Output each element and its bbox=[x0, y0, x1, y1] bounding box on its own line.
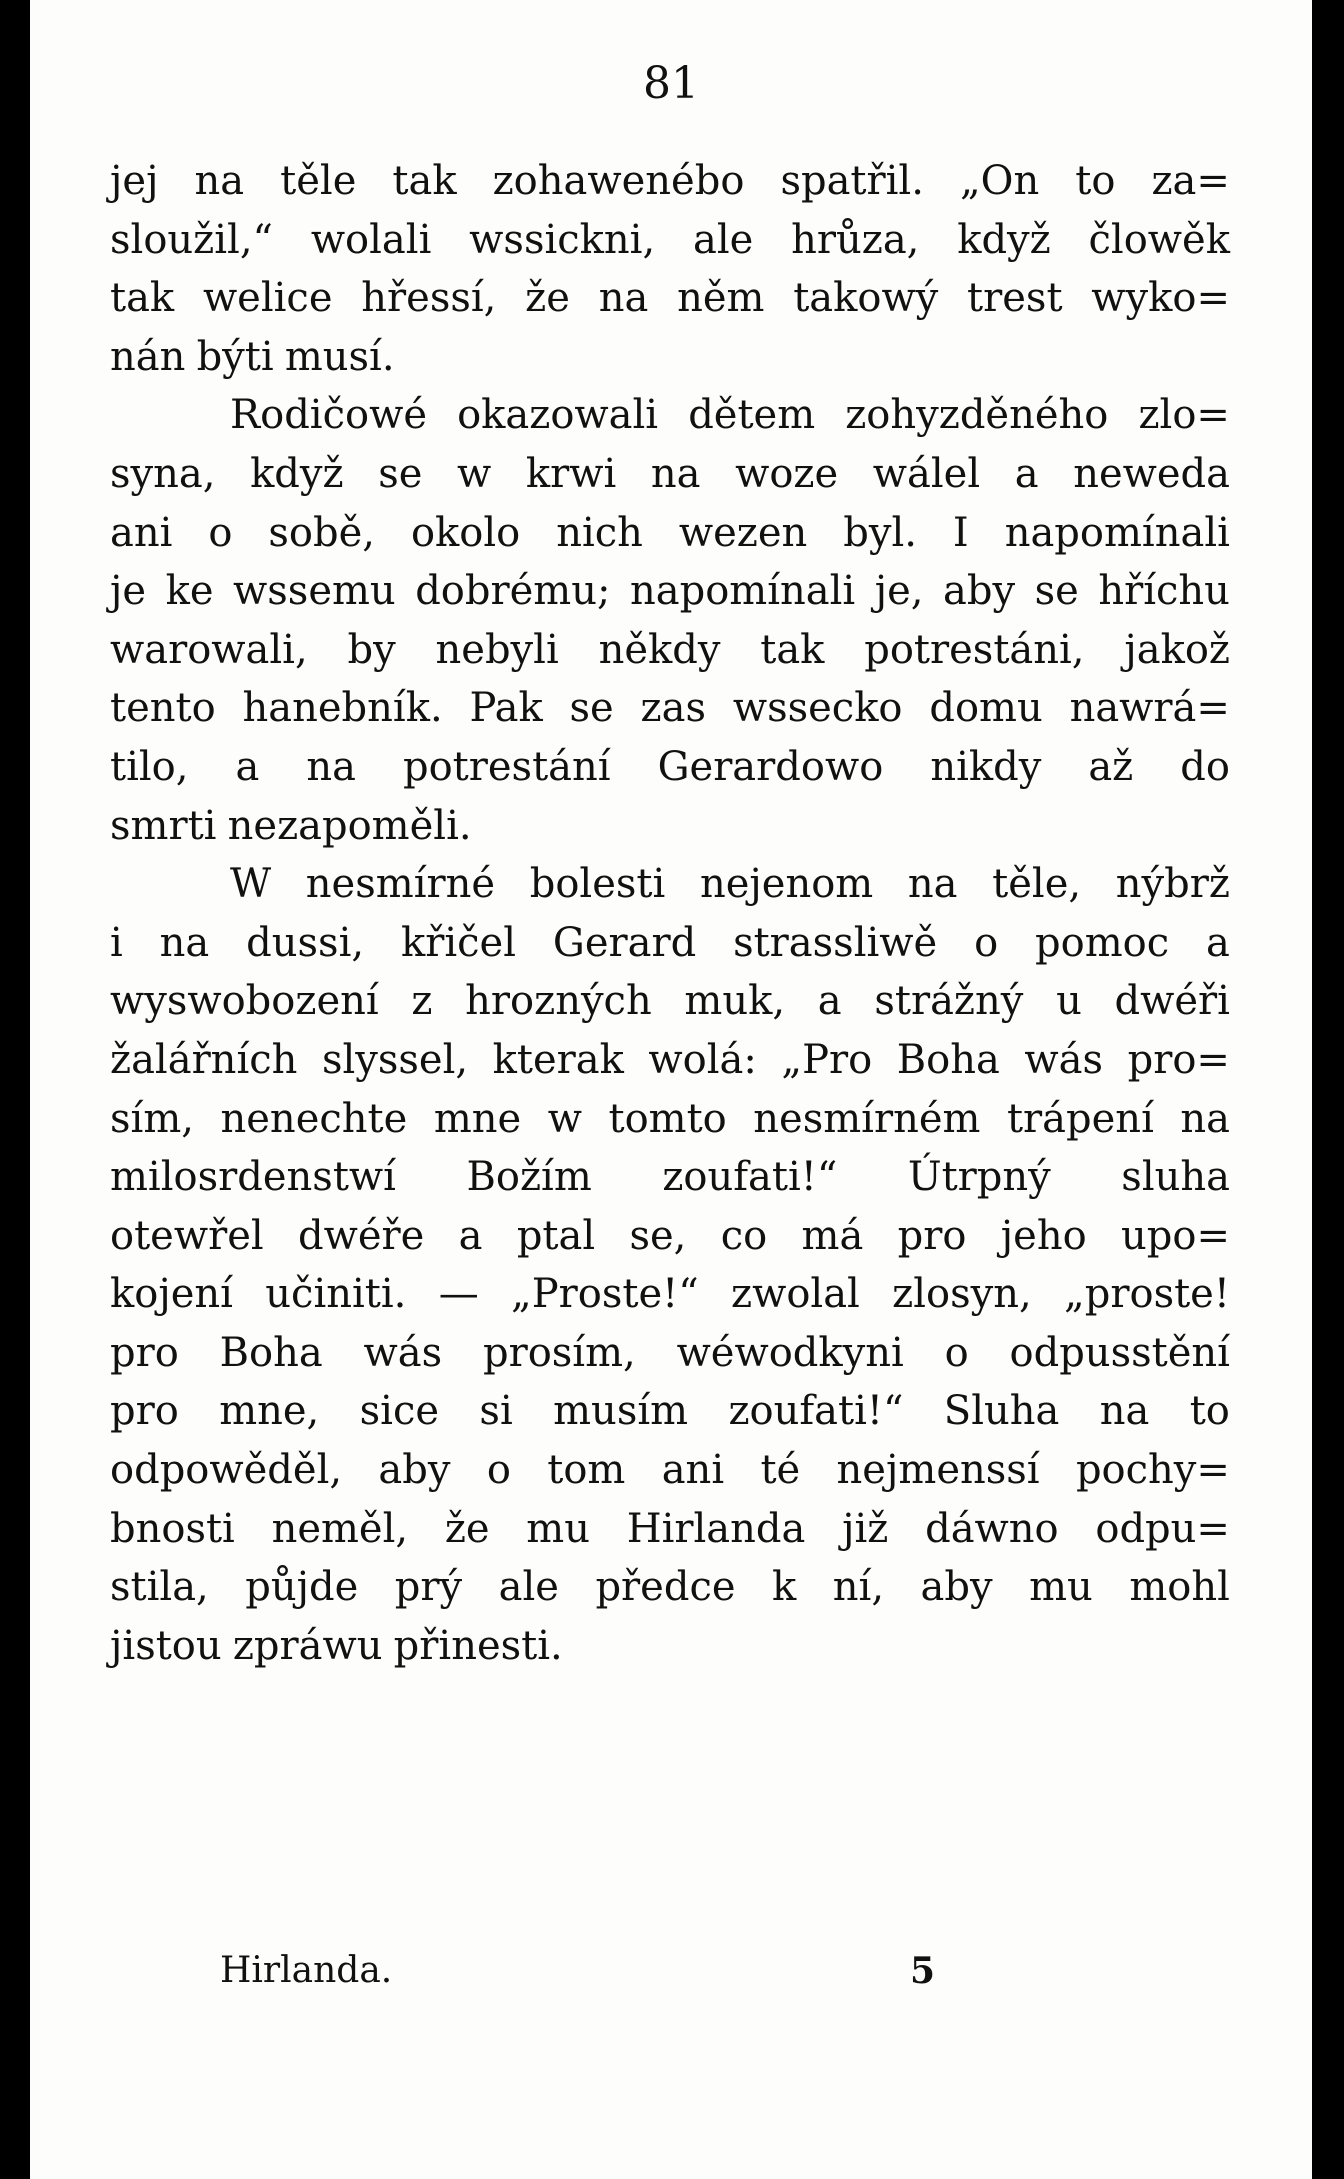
text-line bbox=[110, 1324, 1230, 1383]
word: zohawenébo bbox=[492, 158, 745, 204]
word: Pak bbox=[469, 685, 543, 732]
word: má bbox=[801, 1212, 864, 1259]
word: Hirlanda bbox=[626, 1505, 806, 1552]
word: nenechte bbox=[220, 1095, 408, 1142]
word: woze bbox=[735, 450, 839, 497]
word: tom bbox=[547, 1447, 626, 1494]
word: zoufati!“ bbox=[662, 1154, 838, 1201]
text-line bbox=[110, 1207, 1230, 1266]
word: tak bbox=[760, 626, 825, 673]
word: zpráwu bbox=[232, 1622, 383, 1669]
word: je bbox=[110, 568, 147, 615]
word: Sluha bbox=[943, 1388, 1060, 1435]
word: nezapoměli. bbox=[227, 802, 472, 849]
word: wssickni, bbox=[469, 216, 656, 263]
word: k bbox=[772, 1564, 797, 1611]
word: sice bbox=[359, 1388, 440, 1435]
word: jistou bbox=[110, 1622, 222, 1669]
word: Božím bbox=[466, 1154, 592, 1201]
word: slyssel, bbox=[321, 1036, 469, 1083]
word: Rodičowé bbox=[230, 392, 427, 439]
word: na bbox=[306, 743, 356, 790]
text-line bbox=[110, 738, 1230, 797]
word: potrestáni, bbox=[864, 626, 1085, 673]
word: wás bbox=[363, 1329, 443, 1376]
word: ale bbox=[692, 216, 754, 263]
text-line bbox=[110, 972, 1230, 1031]
word: nesmírném bbox=[753, 1095, 981, 1142]
word: nich bbox=[556, 509, 643, 556]
text-line bbox=[110, 1148, 1230, 1207]
word: Gerardowo bbox=[657, 743, 884, 790]
text-line bbox=[110, 1090, 1230, 1149]
text-line bbox=[110, 1558, 1230, 1617]
word: neweda bbox=[1073, 450, 1230, 497]
word: na bbox=[598, 275, 649, 322]
word: něm bbox=[677, 275, 765, 322]
word: „proste! bbox=[1064, 1271, 1230, 1318]
word: přinesti. bbox=[393, 1622, 563, 1669]
word: wssemu bbox=[233, 568, 396, 615]
word: a bbox=[1206, 919, 1230, 966]
word: půjde bbox=[245, 1564, 359, 1611]
word: strassliwě bbox=[733, 919, 938, 966]
text-line bbox=[110, 855, 1230, 914]
word: předce bbox=[595, 1564, 736, 1611]
text-line bbox=[110, 504, 1230, 563]
word: ní, bbox=[832, 1564, 885, 1611]
text-line bbox=[110, 1382, 1230, 1441]
word: trápení bbox=[1006, 1095, 1154, 1142]
word: odpusstění bbox=[1009, 1329, 1230, 1376]
word: hřessí, bbox=[361, 275, 497, 322]
word: pro bbox=[110, 1388, 179, 1435]
word: a bbox=[817, 978, 842, 1025]
word: hrůza, bbox=[791, 216, 920, 263]
word: sím, bbox=[110, 1095, 194, 1142]
word: ale bbox=[498, 1564, 559, 1611]
text-line bbox=[110, 1265, 1230, 1324]
text-line bbox=[110, 679, 1230, 738]
word: do bbox=[1180, 743, 1230, 790]
word: aby bbox=[943, 568, 1016, 615]
word: o bbox=[208, 509, 233, 556]
text-line bbox=[110, 562, 1230, 621]
word: warowali, bbox=[110, 626, 308, 673]
text-line bbox=[110, 1031, 1230, 1090]
word: těle, bbox=[992, 861, 1082, 908]
word: dáwno bbox=[925, 1505, 1059, 1552]
page-footer bbox=[30, 1950, 1312, 2010]
word: se bbox=[569, 685, 614, 732]
word: mne, bbox=[219, 1388, 320, 1435]
text-line bbox=[110, 445, 1230, 504]
word: o bbox=[486, 1447, 511, 1494]
signature-mark: 5 bbox=[910, 1950, 936, 1992]
word: nawrá= bbox=[1069, 685, 1230, 732]
word: w bbox=[457, 450, 492, 497]
word: „Pro bbox=[781, 1036, 873, 1083]
word: prý bbox=[394, 1564, 463, 1611]
text-line bbox=[110, 1617, 1230, 1676]
paragraph bbox=[110, 152, 1230, 386]
word: nebyli bbox=[435, 626, 559, 673]
word: až bbox=[1088, 743, 1134, 790]
word: tak bbox=[110, 275, 175, 322]
word: zlosyn, bbox=[892, 1271, 1032, 1318]
word: wéwodkyni bbox=[676, 1329, 904, 1376]
word: musím bbox=[553, 1388, 689, 1435]
word: i bbox=[110, 919, 123, 966]
word: ke bbox=[165, 568, 214, 615]
word: když bbox=[957, 216, 1051, 263]
word: sloužil,“ bbox=[110, 216, 273, 263]
word: jeho bbox=[1000, 1212, 1087, 1259]
word: dwéři bbox=[1114, 978, 1230, 1025]
word: dobrému; bbox=[415, 568, 611, 615]
word: o bbox=[944, 1329, 969, 1376]
word: je, bbox=[874, 568, 924, 615]
word: krwi bbox=[525, 450, 617, 497]
word: upo= bbox=[1121, 1212, 1230, 1259]
word: žalářních bbox=[110, 1036, 298, 1083]
word: hrozných bbox=[465, 978, 652, 1025]
word: muk, bbox=[684, 978, 786, 1025]
text-line bbox=[110, 211, 1230, 270]
word: se bbox=[378, 450, 423, 497]
word: nejenom bbox=[699, 861, 874, 908]
word: tento bbox=[110, 685, 216, 732]
word: někdy bbox=[598, 626, 721, 673]
word: mne bbox=[433, 1095, 522, 1142]
word: že bbox=[525, 275, 570, 322]
footer-running-title: Hirlanda. bbox=[220, 1950, 393, 1991]
word: se bbox=[1034, 568, 1079, 615]
word: na bbox=[159, 919, 210, 966]
word: potrestání bbox=[402, 743, 611, 790]
word: mohl bbox=[1129, 1564, 1230, 1611]
word: dussi, bbox=[246, 919, 365, 966]
word: wezen bbox=[678, 509, 808, 556]
word: welice bbox=[202, 275, 333, 322]
word: nikdy bbox=[930, 743, 1042, 790]
text-line bbox=[110, 1500, 1230, 1559]
text-line bbox=[110, 914, 1230, 973]
paragraph bbox=[110, 386, 1230, 855]
word: syna, bbox=[110, 450, 216, 497]
word: když bbox=[250, 450, 344, 497]
word: a bbox=[458, 1212, 483, 1259]
word: zas bbox=[640, 685, 706, 732]
word: těle bbox=[280, 158, 357, 204]
word: spatřil. bbox=[780, 158, 924, 204]
word: hříchu bbox=[1098, 568, 1230, 615]
text-line bbox=[110, 269, 1230, 328]
word: prosím, bbox=[482, 1329, 636, 1376]
word: učiniti. bbox=[265, 1271, 407, 1318]
word: bnosti bbox=[110, 1505, 235, 1552]
word: ani bbox=[110, 509, 173, 556]
word: milosrdenstwí bbox=[110, 1154, 396, 1201]
word: pro bbox=[110, 1329, 179, 1376]
word: strážný bbox=[874, 978, 1024, 1025]
word: odpu= bbox=[1095, 1505, 1230, 1552]
word: aby bbox=[920, 1564, 993, 1611]
word: nejmenssí bbox=[836, 1447, 1040, 1494]
word: mu bbox=[526, 1505, 590, 1552]
word: kojení bbox=[110, 1271, 233, 1318]
text-line bbox=[110, 152, 1230, 211]
word: tak bbox=[392, 158, 457, 204]
text-line bbox=[110, 1441, 1230, 1500]
word: sobě, bbox=[268, 509, 376, 556]
word: nesmírné bbox=[305, 861, 496, 908]
word: stila, bbox=[110, 1564, 209, 1611]
word: W bbox=[230, 861, 272, 908]
word: „Proste!“ bbox=[511, 1271, 699, 1318]
word: o bbox=[974, 919, 999, 966]
word: Útrpný bbox=[907, 1154, 1051, 1201]
word: neměl, bbox=[271, 1505, 409, 1552]
word: na bbox=[194, 158, 245, 204]
word: tilo, bbox=[110, 743, 189, 790]
word: by bbox=[347, 626, 396, 673]
word: wssecko bbox=[732, 685, 903, 732]
word: na bbox=[650, 450, 701, 497]
word: za= bbox=[1151, 158, 1230, 204]
word: aby bbox=[378, 1447, 451, 1494]
word: to bbox=[1189, 1388, 1230, 1435]
word: wyswobození bbox=[110, 978, 379, 1025]
word: bolesti bbox=[529, 861, 666, 908]
word: w bbox=[547, 1095, 582, 1142]
word: a bbox=[235, 743, 260, 790]
word: otewřel bbox=[110, 1212, 264, 1259]
word: zoufati!“ bbox=[728, 1388, 904, 1435]
word: wolali bbox=[310, 216, 432, 263]
word: okolo bbox=[410, 509, 521, 556]
word: musí. bbox=[284, 333, 395, 380]
word: wolá: bbox=[648, 1036, 757, 1083]
word: již bbox=[842, 1505, 889, 1552]
word: wyko= bbox=[1091, 275, 1230, 322]
word: a bbox=[1014, 450, 1039, 497]
word: na bbox=[907, 861, 958, 908]
body-text bbox=[110, 152, 1230, 1675]
word: člowěk bbox=[1088, 216, 1230, 263]
word: pro= bbox=[1127, 1036, 1230, 1083]
word: mu bbox=[1029, 1564, 1093, 1611]
word: tomto bbox=[608, 1095, 727, 1142]
word: jej bbox=[110, 158, 159, 204]
word: zwolal bbox=[731, 1271, 860, 1318]
word: domu bbox=[929, 685, 1043, 732]
word: zlo= bbox=[1138, 392, 1230, 439]
word: jakož bbox=[1124, 626, 1230, 673]
word: okazowali bbox=[457, 392, 659, 439]
word: trest bbox=[967, 275, 1063, 322]
word: zohyzděného bbox=[845, 392, 1109, 439]
word: dětem bbox=[688, 392, 816, 439]
word: sluha bbox=[1121, 1154, 1230, 1201]
word: odpowěděl, bbox=[110, 1447, 343, 1494]
word: ani bbox=[661, 1447, 725, 1494]
word: Gerard bbox=[552, 919, 697, 966]
word: takowý bbox=[793, 275, 939, 322]
word: kterak bbox=[492, 1036, 624, 1083]
word: napomínali bbox=[1004, 509, 1230, 556]
word: býti bbox=[196, 333, 274, 380]
word: Boha bbox=[219, 1329, 323, 1376]
word: — bbox=[438, 1271, 479, 1318]
word: I bbox=[952, 509, 969, 556]
text-line bbox=[110, 797, 1230, 856]
word: hanebník. bbox=[242, 685, 443, 732]
word: pochy= bbox=[1075, 1447, 1230, 1494]
word: pro bbox=[897, 1212, 967, 1259]
text-line bbox=[110, 621, 1230, 680]
word: z bbox=[411, 978, 433, 1025]
paragraph bbox=[110, 855, 1230, 1675]
word: nán bbox=[110, 333, 186, 380]
book-page bbox=[30, 0, 1312, 2179]
word: co bbox=[720, 1212, 768, 1259]
word: wálel bbox=[872, 450, 981, 497]
word: té bbox=[760, 1447, 801, 1494]
word: to bbox=[1075, 158, 1116, 204]
word: wás bbox=[1024, 1036, 1104, 1083]
word: byl. bbox=[843, 509, 917, 556]
page-number: 81 bbox=[643, 58, 699, 109]
word: že bbox=[444, 1505, 490, 1552]
word: Boha bbox=[896, 1036, 1000, 1083]
word: pomoc bbox=[1035, 919, 1170, 966]
word: na bbox=[1099, 1388, 1150, 1435]
word: „On bbox=[959, 158, 1040, 204]
word: se, bbox=[629, 1212, 687, 1259]
word: nýbrž bbox=[1115, 861, 1230, 908]
word: smrti bbox=[110, 802, 217, 849]
text-line bbox=[110, 386, 1230, 445]
text-line bbox=[110, 328, 1230, 387]
word: křičel bbox=[400, 919, 516, 966]
word: na bbox=[1180, 1095, 1230, 1142]
word: napomínali bbox=[629, 568, 856, 615]
word: dwéře bbox=[297, 1212, 425, 1259]
word: ptal bbox=[516, 1212, 596, 1259]
word: u bbox=[1056, 978, 1082, 1025]
word: si bbox=[479, 1388, 513, 1435]
